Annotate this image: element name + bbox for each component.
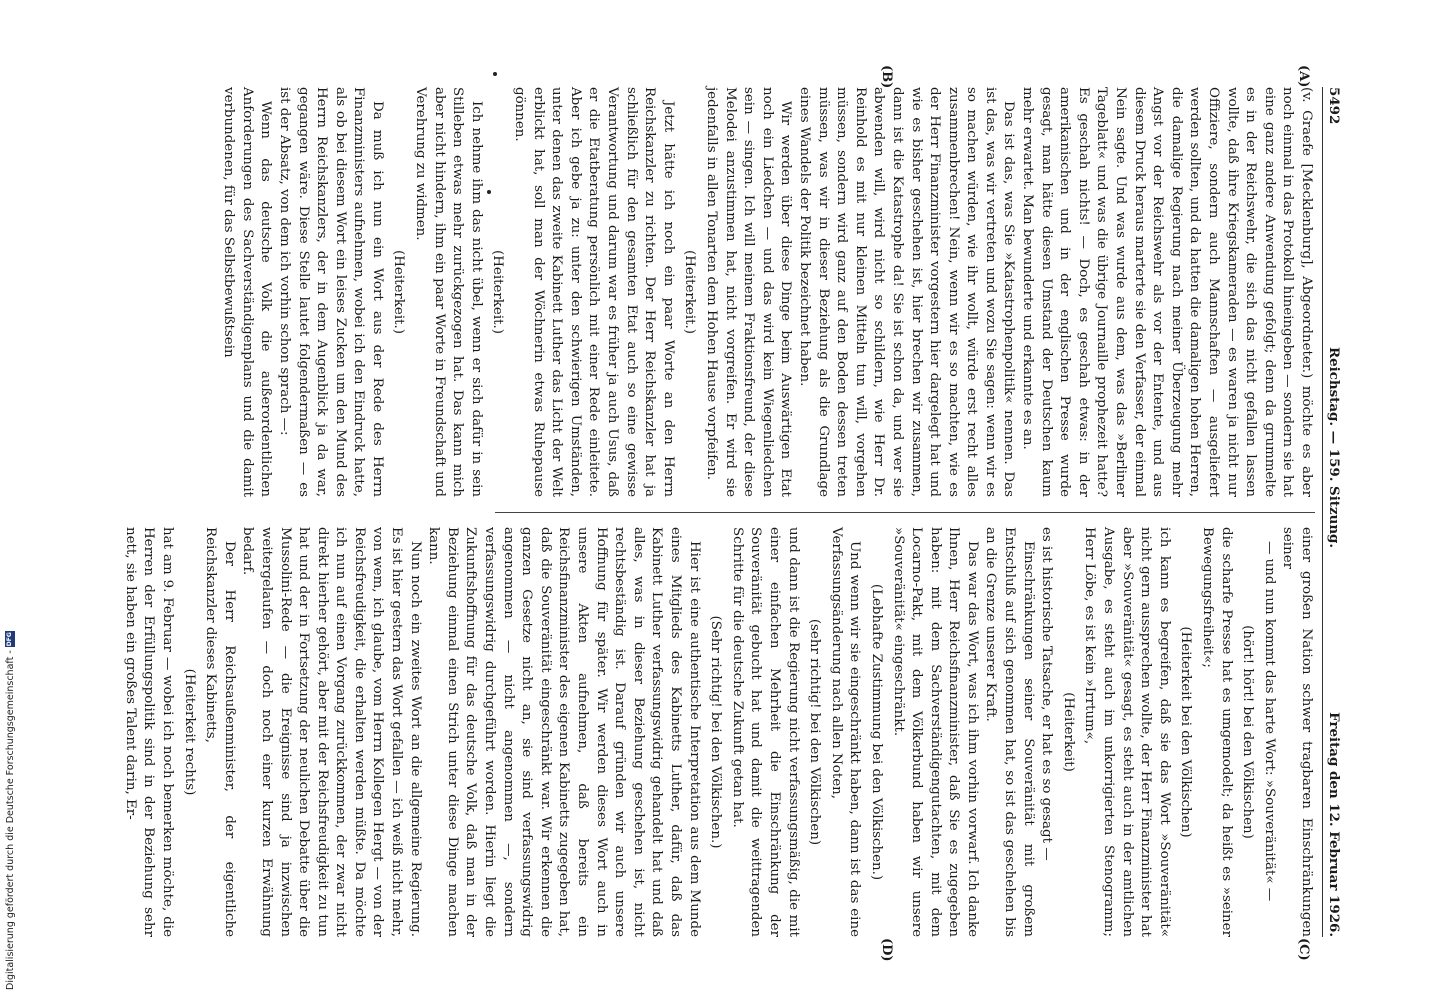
session-date: Freitag den 12. Februar 1926.: [1326, 712, 1342, 937]
paragraph: und dann ist die Regierung nicht verfassungsmäßig, die mit einer einfachen Mehrheit die Einschränkung der Souveränität gebucht hat und damit die weittragenden Schritte für die deutsche Zukunft getan hat.: [729, 527, 801, 937]
margin-marker-b: (B): [879, 65, 894, 89]
interjection: (Heiterkeit): [1060, 692, 1076, 772]
page-header: [1322, 87, 1345, 937]
margin-marker-a: (A): [1296, 65, 1311, 88]
right-column: [120, 527, 1315, 937]
paragraph: Wenn das deutsche Volk die außerordentlichen Anforderungen des Sachverständigenplans und die damit verbundenen, für das Selbstbewußtsein: [221, 87, 274, 497]
paragraph: die scharfe Presse hat es umgemodelt; da heißt es »seiner Bewegungsfreiheit«;: [1200, 527, 1234, 937]
paragraph: Da muß ich nun ein Wort aus der Rede des Herrn Finanzministers aufnehmen, wobei ich den Eindruck hatte, als ob bei diesem Wort ein leises Zucken um den Mund des Herrn Reichskanzlers, der in dem Augenblick ja da war, gegangen wäre. Diese Stelle lautet folgendermaßen — es ist der Absatz, von dem ich vorhin schon sprach —:: [276, 87, 385, 497]
interjection: (Lebhafte Zustimmung bei den Völkischen.): [868, 583, 884, 881]
page-number: 5492: [1326, 87, 1342, 125]
paragraph: Der Herr Reichsaußenminister, der eigentliche Reichskanzler dieses Kabinetts,: [203, 527, 237, 937]
interjection: (Heiterkeit.): [682, 250, 698, 334]
interjection: (Heiterkeit.): [391, 250, 407, 334]
paragraph: Nun noch ein zweites Wort an die allgemeine Regierung. Es ist hier gestern das Wort gefallen — ich weiß nicht mehr, von wem, ich glaube, vom Herrn Kollegen Hergt — von der Reichsfreudigkeit, die erhalten werden müßte. Da möchte ich nun auf einen Vorgang zurückkommen, der zwar nicht direkt hierher gehört, aber mit der Reichsfreudigkeit zu tun hat und der in Fortsetzung der neulichen Debatte über die Mussolini-Rede — die Ereignisse sind ja inzwischen weitergelaufen — doch noch einer kurzen Erwähnung bedarf.: [240, 527, 423, 937]
newspaper-page: [105, 65, 1345, 962]
session-title: Reichstag. — 159. Sitzung.: [1326, 347, 1342, 549]
paragraph: einer großen Nation schwer tragbaren Einschränkungen seiner: [1280, 527, 1314, 937]
paragraph: Und wenn wir sie eingeschränkt haben, dann ist das eine Verfassungsänderung nach allen Noten,: [828, 527, 863, 937]
dfg-logo: DFG: [6, 632, 13, 647]
interjection: (hört! hört! bei den Völkischen): [1240, 625, 1256, 839]
paragraph: Das ist das, was Sie »Katastrophenpolitik« nennen. Das ist das, was wir vertreten und wozu Sie sagen: wenn wir es so machen würden, wie ihr wollt, würde erst recht alles zusammenbrechen! Nein, wenn wir es so machten, wie es der Herr Finanzminister vorgestern hier dargelegt hat und wie es bisher geschehen ist, hier brechen wir zusammen, dann ist die Katastrophe da! Sie ist schon da, und wer sie abwenden will, wird nicht so schildern, wie Herr Dr. Reinhold es mit nur kleinen Mitteln tun will, vorgehen müssen, sondern wird ganz auf den Boden dessen treten müssen, was wir in dieser Beziehung als die Grundlage eines Wandels der Politik bezeichnet haben.: [796, 87, 1017, 497]
paragraph: Jetzt hätte ich noch ein paar Worte an den Herrn Reichskanzler zu richten. Der Herr Reichskanzler hat ja schließlich für den gesamten Etat auch so eine gewisse Verantwortung und darum war es früher ja auch Usus, daß er die Etatberatung persönlich mit einer Rede einleitete. Aber ich gebe ja zu: unter den schwierigen Umständen, unter denen das zweite Kabinett Luther das Licht der Welt erblickt hat, soll man der Wöchnerin etwas Ruhepause gönnen.: [512, 87, 676, 497]
left-column: [219, 87, 1315, 497]
column-divider: [495, 512, 1315, 513]
paragraph: Ich nehme ihm das nicht übel, wenn er sich dafür in sein Stilleben etwas mehr zurückgezogen hat. Das kann mich aber nicht hindern, ihm ein paar Worte in Freundschaft und Verehrung zu widmen.: [413, 87, 484, 497]
interjection: (Heiterkeit bei den Völkischen): [1178, 626, 1194, 838]
interjection: (Heiterkeit.): [490, 250, 506, 334]
margin-marker-c: (C): [1296, 938, 1311, 961]
digitization-credit: [3, 540, 17, 990]
interjection: (Sehr richtig! bei den Völkischen.): [708, 615, 724, 849]
paragraph: Hier ist eine authentische Interpretation aus dem Munde eines Mitglieds des Kabinetts Luther, dafür, daß das Kabinett Luther verfassungswidrig gehandelt hat und daß alles, was in dieser Beziehung geschehen ist, nicht rechtsbeständig ist. Darauf gründen wir auch unsere Hoffnung für später. Wir werden dieses Wort auch in unsere Akten aufnehmen, daß bereits ein Reichsfinanzminister des eigenen Kabinetts zugegeben hat, daß die Souveränität eingeschränkt war. Wir erkennen die ganzen Gesetze nicht an, sie sind verfassungswidrig angenommen — nicht angenommen —, sondern verfassungswidrig durchgeführt worden. Hierin liegt die Zukunftshoffnung für das deutsche Volk, daß man in der Beziehung einmal einen Strich unter diese Dinge machen kann.: [426, 527, 702, 937]
paragraph: ich kann es begreifen, daß sie das Wort »Souveränität« nicht gern aussprechen wollte, der Herr Finanzminister hat aber »Souveränität« gesagt, es steht auch in der amtlichen Ausgabe, es steht auch im unkorrigierten Stenogramm; Herr Löbe, es ist kein »Irrtum«,: [1082, 527, 1172, 937]
margin-marker-d: (D): [879, 938, 894, 962]
paragraph: — und nun kommt das harte Wort: »Souveränität« —: [1261, 541, 1277, 902]
paragraph: Wir werden über diese Dinge beim Auswärtigen Etat noch ein Liedchen — und das wird kein Wiegenliedchen sein — singen. Ich will meinem Fraktionsfreund, der diese Melodei anzustimmen hat, nicht vorgreifen. Er wird sie jedenfalls in allen Tonarten dem Hohen Hause vorpfeifen.: [704, 87, 794, 497]
interjection: (sehr richtig! bei den Völkischen): [807, 618, 823, 846]
interjection: (Heiterkeit rechts): [181, 668, 197, 796]
paragraph: hat am 9. Februar — wobei ich noch bemerken möchte, die Herren der Erfüllungspolitik sind in der Beziehung sehr nett, sie haben ein großes Talent darin, Er-: [122, 527, 175, 937]
paragraph: Das war das Wort, was ich ihm vorhin vorwarf. Ich danke Ihnen, Herr Reichsfinanzminister, daß Sie es zugegeben haben: mit dem Sachverständigengutachten, mit dem Locarno-Pakt, mit dem Völkerbund haben wir unsere »Souveränität« eingeschränkt.: [890, 527, 980, 937]
paragraph: (v. Graefe [Mecklenburg], Abgeordneter.) möchte es aber noch einmal in das Protokoll hineingeben — sondern sie hat eine ganz andere Anwendung gefolgt; denn da grummelte es in der Reichswehr, die sich das nicht gefallen lassen wollte, daß ihre Kriegskameraden — es waren ja nicht nur Offiziere, sondern auch Mannschaften — ausgeliefert werden sollten, und da hatten die damaligen hohen Herren, die damalige Regierung nach meiner Überzeugung mehr Angst vor der Reichswehr als vor der Entente, und aus diesem Druck heraus marterte sie den Verfasser, der einmal Nein sagte. Und was wurde aus dem, was das »Berliner Tageblatt« und was die übrige Journaille prophezeit hatte? Es geschah nichts! — Doch, es geschah etwas: in der amerikanischen und in der englischen Presse wurde gesagt, man hätte diesen Umstand der Deutschen kaum mehr erwartet. Man bewunderte und erkannte es an.: [1020, 87, 1314, 497]
paragraph: es ist historische Tatsache, er hat es so gesagt —: [1039, 527, 1055, 861]
page-speck: [493, 72, 497, 76]
paragraph: Einschränkungen seiner Souveränität mit großem Entschluß auf sich genommen hat, so ist das geschehen bis an die Grenze unserer Kraft.: [983, 527, 1036, 937]
credit-text: Digitalisierung gefördert durch die Deutsche Forschungsgemeinschaft -: [4, 650, 16, 990]
